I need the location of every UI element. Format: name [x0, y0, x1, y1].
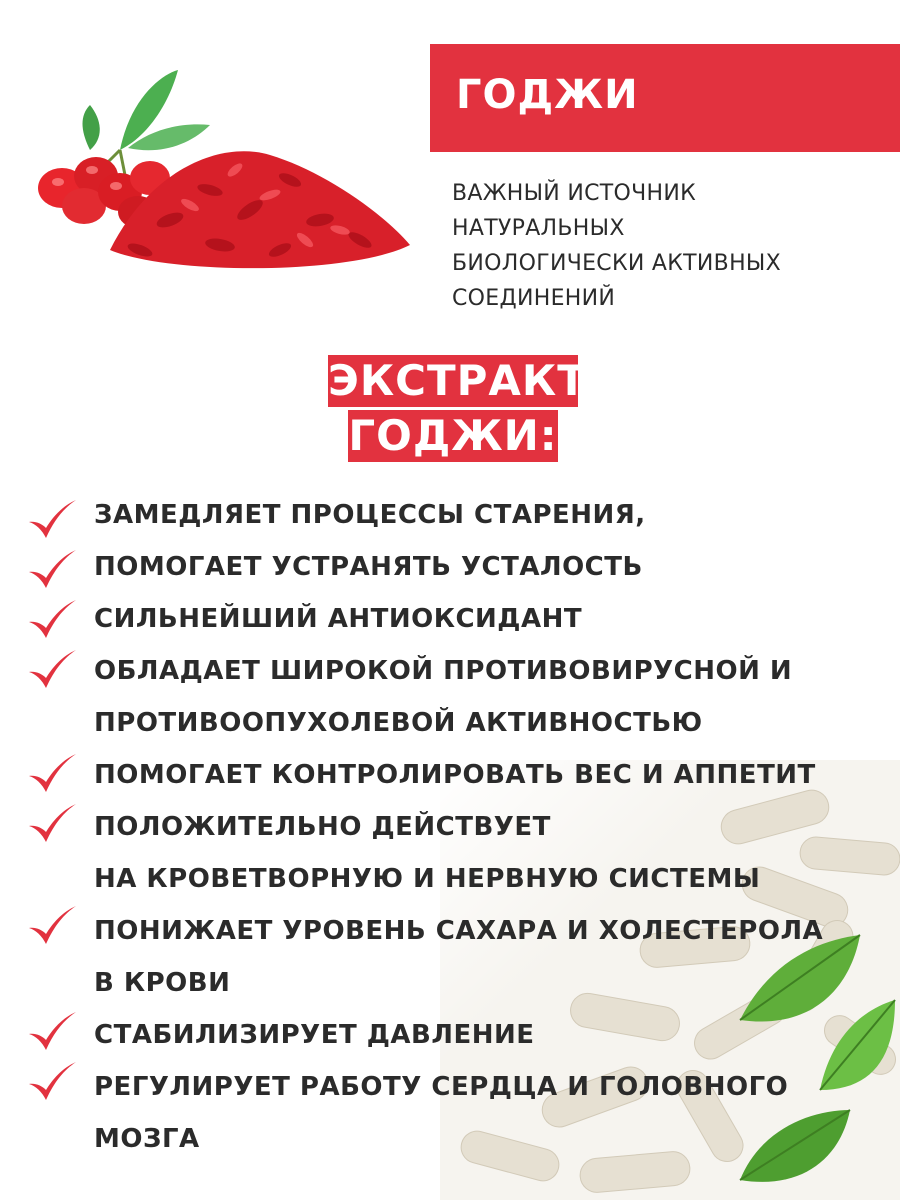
red-checkmark-icon: [26, 1010, 78, 1054]
goji-berries-image: [20, 60, 420, 300]
benefit-text: ОБЛАДАЕТ ШИРОКОЙ ПРОТИВОВИРУСНОЙ И: [94, 656, 793, 686]
benefit-text: ПОЛОЖИТЕЛЬНО ДЕЙСТВУЕТ: [94, 812, 551, 842]
subtitle-line: СОЕДИНЕНИЙ: [452, 286, 616, 311]
subtitle-line: ВАЖНЫЙ ИСТОЧНИК: [452, 181, 697, 206]
red-checkmark-icon: [26, 802, 78, 846]
benefit-text: ПОМОГАЕТ УСТРАНЯТЬ УСТАЛОСТЬ: [94, 552, 643, 582]
benefit-text: НА КРОВЕТВОРНУЮ И НЕРВНУЮ СИСТЕМЫ: [94, 864, 761, 894]
extract-heading-line-2: ГОДЖИ:: [348, 411, 558, 460]
red-checkmark-icon: [26, 498, 78, 542]
page-title: ГОДЖИ: [456, 72, 639, 118]
red-checkmark-icon: [26, 1060, 78, 1104]
red-checkmark-icon: [26, 548, 78, 592]
benefit-text: ПОНИЖАЕТ УРОВЕНЬ САХАРА И ХОЛЕСТЕРОЛА: [94, 916, 824, 946]
red-checkmark-icon: [26, 598, 78, 642]
benefit-text: СТАБИЛИЗИРУЕТ ДАВЛЕНИЕ: [94, 1020, 535, 1050]
subtitle-line: БИОЛОГИЧЕСКИ АКТИВНЫХ: [452, 251, 781, 276]
benefit-text: ПРОТИВООПУХОЛЕВОЙ АКТИВНОСТЬЮ: [94, 708, 703, 738]
benefit-text: ЗАМЕДЛЯЕТ ПРОЦЕССЫ СТАРЕНИЯ,: [94, 500, 646, 530]
title-banner: [430, 44, 900, 152]
red-checkmark-icon: [26, 752, 78, 796]
red-checkmark-icon: [26, 648, 78, 692]
red-checkmark-icon: [26, 904, 78, 948]
benefit-text: ПОМОГАЕТ КОНТРОЛИРОВАТЬ ВЕС И АППЕТИТ: [94, 760, 816, 790]
benefit-text: В КРОВИ: [94, 968, 231, 998]
benefit-text: СИЛЬНЕЙШИЙ АНТИОКСИДАНТ: [94, 604, 583, 634]
extract-heading-line-1: ЭКСТРАКТ: [328, 356, 587, 405]
subtitle-line: НАТУРАЛЬНЫХ: [452, 216, 625, 241]
benefit-text: МОЗГА: [94, 1124, 200, 1154]
benefit-text: РЕГУЛИРУЕТ РАБОТУ СЕРДЦА И ГОЛОВНОГО: [94, 1072, 789, 1102]
subtitle: [452, 176, 882, 316]
